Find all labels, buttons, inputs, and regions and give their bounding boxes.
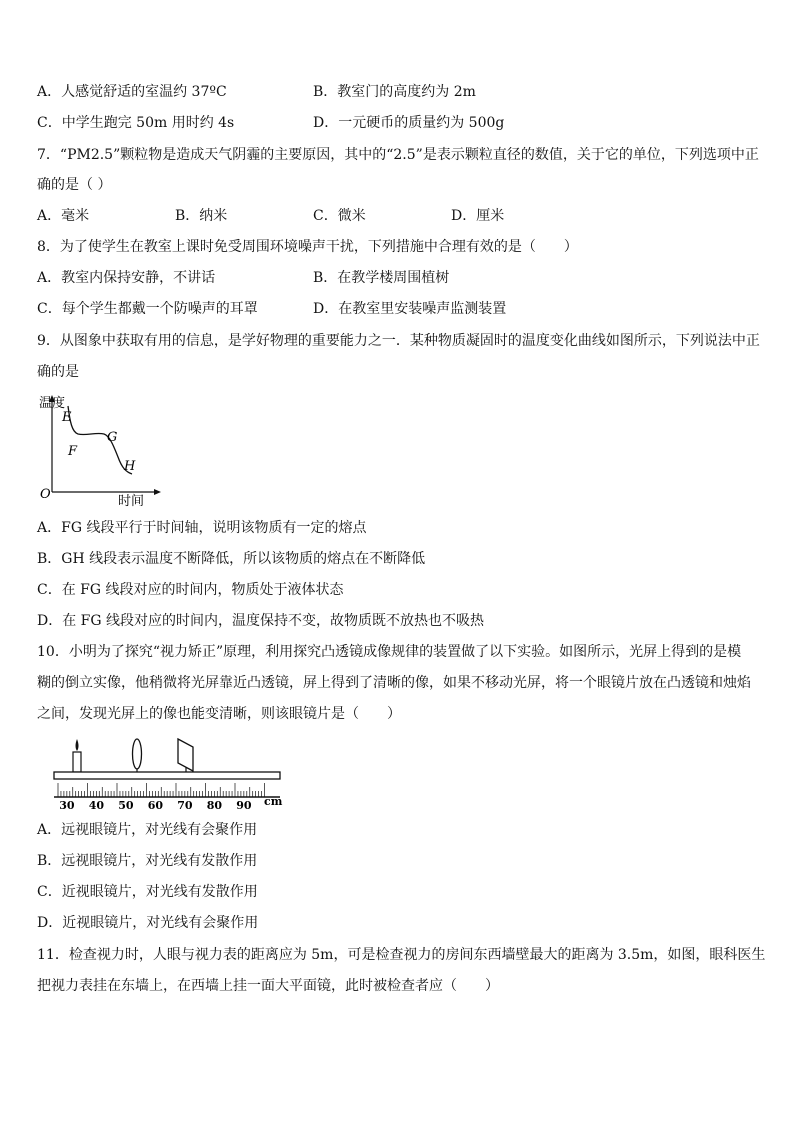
q11-stem-line2: 把视力表挂在东墙上，在西墙上挂一面大平面镜，此时被检查者应（ ） [37,978,499,994]
q7-stem-line1: 7．“PM2.5”颗粒物是造成天气阴霾的主要原因，其中的“2.5”是表示颗粒直径的数值，关于它的单位，下列选项中正 [37,147,759,163]
y-axis-label: 温度 [38,396,65,411]
ruler-tick-label: 60 [147,799,164,812]
q9-option-c: C．在 FG 线段对应的时间内，物质处于液体状态 [37,582,344,598]
q9-cooling-curve-figure [38,392,163,507]
origin-label: O [40,487,51,502]
q8-option-a: A．教室内保持安静，不讲话 [37,270,216,286]
ruler-labels [59,799,252,812]
candle-icon [73,752,81,772]
point-g-label: G [107,430,118,445]
q10-optical-bench-figure [40,735,285,813]
q10-option-d: D．近视眼镜片，对光线有会聚作用 [37,915,259,931]
ruler-tick-label: 70 [177,799,193,812]
q7-stem-line2: 确的是（ ） [37,177,112,193]
cooling-curve [68,406,132,474]
q6-option-c: C．中学生跑完 50m 用时约 4s [37,115,235,131]
q9-stem-line2: 确的是 [37,364,79,380]
q8-option-b: B．在教学楼周围植树 [313,270,450,286]
q8-stem: 8．为了使学生在教室上课时免受周围环境噪声干扰，下列措施中合理有效的是（ ） [37,239,578,255]
ruler-ticks [58,783,265,797]
q9-option-d: D．在 FG 线段对应的时间内，温度保持不变，故物质既不放热也不吸热 [37,613,485,629]
ruler-tick-label: 80 [206,799,223,812]
q10-option-b: B．远视眼镜片，对光线有发散作用 [37,853,258,869]
q9-option-b: B．GH 线段表示温度不断降低，所以该物质的熔点在不断降低 [37,551,426,567]
x-axis-label: 时间 [118,494,145,507]
q9-stem-line1: 9．从图象中获取有用的信息，是学好物理的重要能力之一．某种物质凝固时的温度变化曲线如图所示，下列说法中正 [37,333,760,349]
q6-option-b: B．教室门的高度约为 2m [313,84,476,100]
x-axis-arrow [154,489,161,495]
q7-option-b: B．纳米 [175,208,228,224]
q8-option-d: D．在教室里安装噪声监测装置 [313,301,507,317]
q11-stem-line1: 11．检查视力时，人眼与视力表的距离应为 5m，可是检查视力的房间东西墙壁最大的距离为 3.5m，如图，眼科医生 [37,947,766,963]
point-h-label: H [124,459,136,474]
optical-bench-rail [54,772,280,779]
q10-stem-line2: 糊的倒立实像，他稍微将光屏靠近凸透镜，屏上得到了清晰的像，如果不移动光屏，将一个眼镜片放在凸透镜和烛焰 [37,675,751,691]
q7-option-a: A．毫米 [37,208,90,224]
q10-option-a: A．远视眼镜片，对光线有会聚作用 [37,822,258,838]
q9-option-a: A．FG 线段平行于时间轴，说明该物质有一定的熔点 [37,520,367,536]
ruler-unit-label: cm [264,795,283,808]
q8-option-c: C．每个学生都戴一个防噪声的耳罩 [37,301,258,317]
q10-option-c: C．近视眼镜片，对光线有发散作用 [37,884,258,900]
q10-stem-line3: 之间，发现光屏上的像也能变清晰，则该眼镜片是（ ） [37,706,401,722]
q7-option-d: D．厘米 [451,208,505,224]
ruler-tick-label: 90 [236,799,252,812]
point-e-label: E [62,410,72,425]
q6-option-d: D．一元硬币的质量约为 500g [313,115,505,131]
ruler-tick-label: 30 [59,799,75,812]
q6-option-a: A．人感觉舒适的室温约 37ºC [37,84,227,100]
q7-option-c: C．微米 [313,208,366,224]
ruler-tick-label: 50 [118,799,134,812]
q10-stem-line1: 10．小明为了探究“视力矫正”原理，利用探究凸透镜成像规律的装置做了以下实验。如图所示，光屏上得到的是模 [37,644,742,660]
convex-lens-icon [133,739,142,769]
point-f-label: F [68,444,78,459]
candle-flame-icon [76,739,79,751]
ruler-tick-label: 40 [88,799,105,812]
light-screen-icon [178,739,193,771]
